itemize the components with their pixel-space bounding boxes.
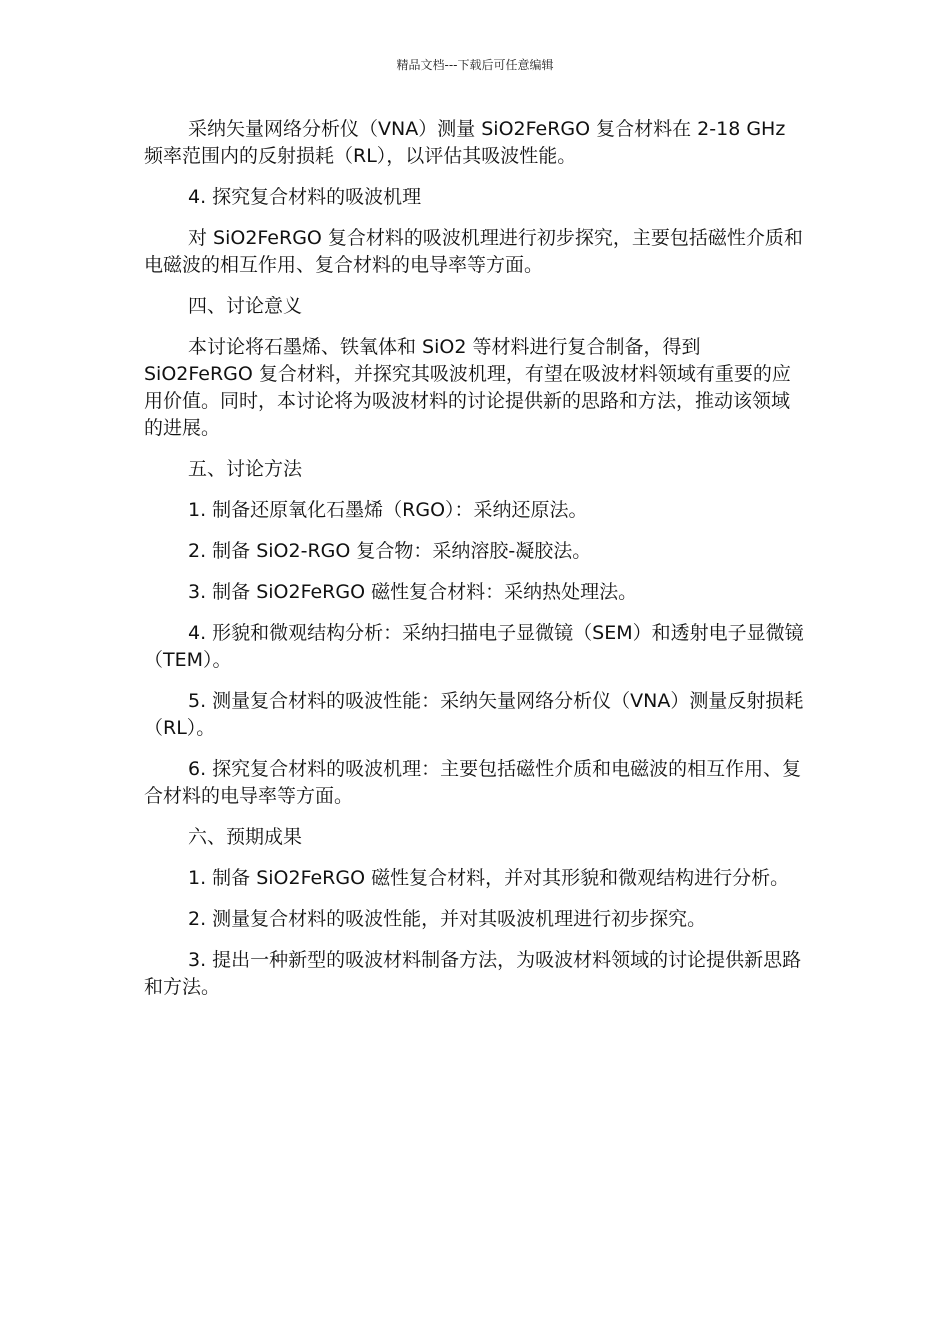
paragraph-mechanism-study: 对 SiO2FeRGO 复合材料的吸波机理进行初步探究，主要包括磁性介质和电磁波的相互作用、复合材料的电导率等方面。 xyxy=(144,227,803,276)
section-heading-expected-results: 六、预期成果 xyxy=(188,826,303,848)
method-item-3: 3. 制备 SiO2FeRGO 磁性复合材料：采纳热处理法。 xyxy=(188,581,638,603)
paragraph-significance: 本讨论将石墨烯、铁氧体和 SiO2 等材料进行复合制备，得到 SiO2FeRGO 复合材料，并探究其吸波机理，有望在吸波材料领域有重要的应用价值。同时，本讨论将为吸波材料的讨论提供新的思路和方法，推动该领域的进展。 xyxy=(144,336,791,439)
result-item-3: 3. 提出一种新型的吸波材料制备方法，为吸波材料领域的讨论提供新思路和方法。 xyxy=(144,949,802,998)
result-item-2: 2. 测量复合材料的吸波性能，并对其吸波机理进行初步探究。 xyxy=(188,908,707,930)
page-header: 精品文档---下载后可任意编辑 xyxy=(396,58,554,72)
method-item-1: 1. 制备还原氧化石墨烯（RGO）：采纳还原法。 xyxy=(188,499,588,521)
method-item-6: 6. 探究复合材料的吸波机理：主要包括磁性介质和电磁波的相互作用、复合材料的电导率等方面。 xyxy=(144,758,802,807)
method-item-2: 2. 制备 SiO2-RGO 复合物：采纳溶胶-凝胶法。 xyxy=(188,540,592,562)
result-item-1: 1. 制备 SiO2FeRGO 磁性复合材料，并对其形貌和微观结构进行分析。 xyxy=(188,867,790,889)
paragraph-vna-measurement: 采纳矢量网络分析仪（VNA）测量 SiO2FeRGO 复合材料在 2-18 GHz 频率范围内的反射损耗（RL），以评估其吸波性能。 xyxy=(144,118,786,167)
heading-explore-mechanism: 4. 探究复合材料的吸波机理 xyxy=(188,186,422,208)
document-body xyxy=(144,116,804,1015)
section-heading-significance: 四、讨论意义 xyxy=(188,295,303,317)
method-item-5: 5. 测量复合材料的吸波性能：采纳矢量网络分析仪（VNA）测量反射损耗（RL）。 xyxy=(144,690,804,739)
section-heading-methods: 五、讨论方法 xyxy=(188,458,303,480)
method-item-4: 4. 形貌和微观结构分析：采纳扫描电子显微镜（SEM）和透射电子显微镜（TEM）。 xyxy=(144,622,804,671)
